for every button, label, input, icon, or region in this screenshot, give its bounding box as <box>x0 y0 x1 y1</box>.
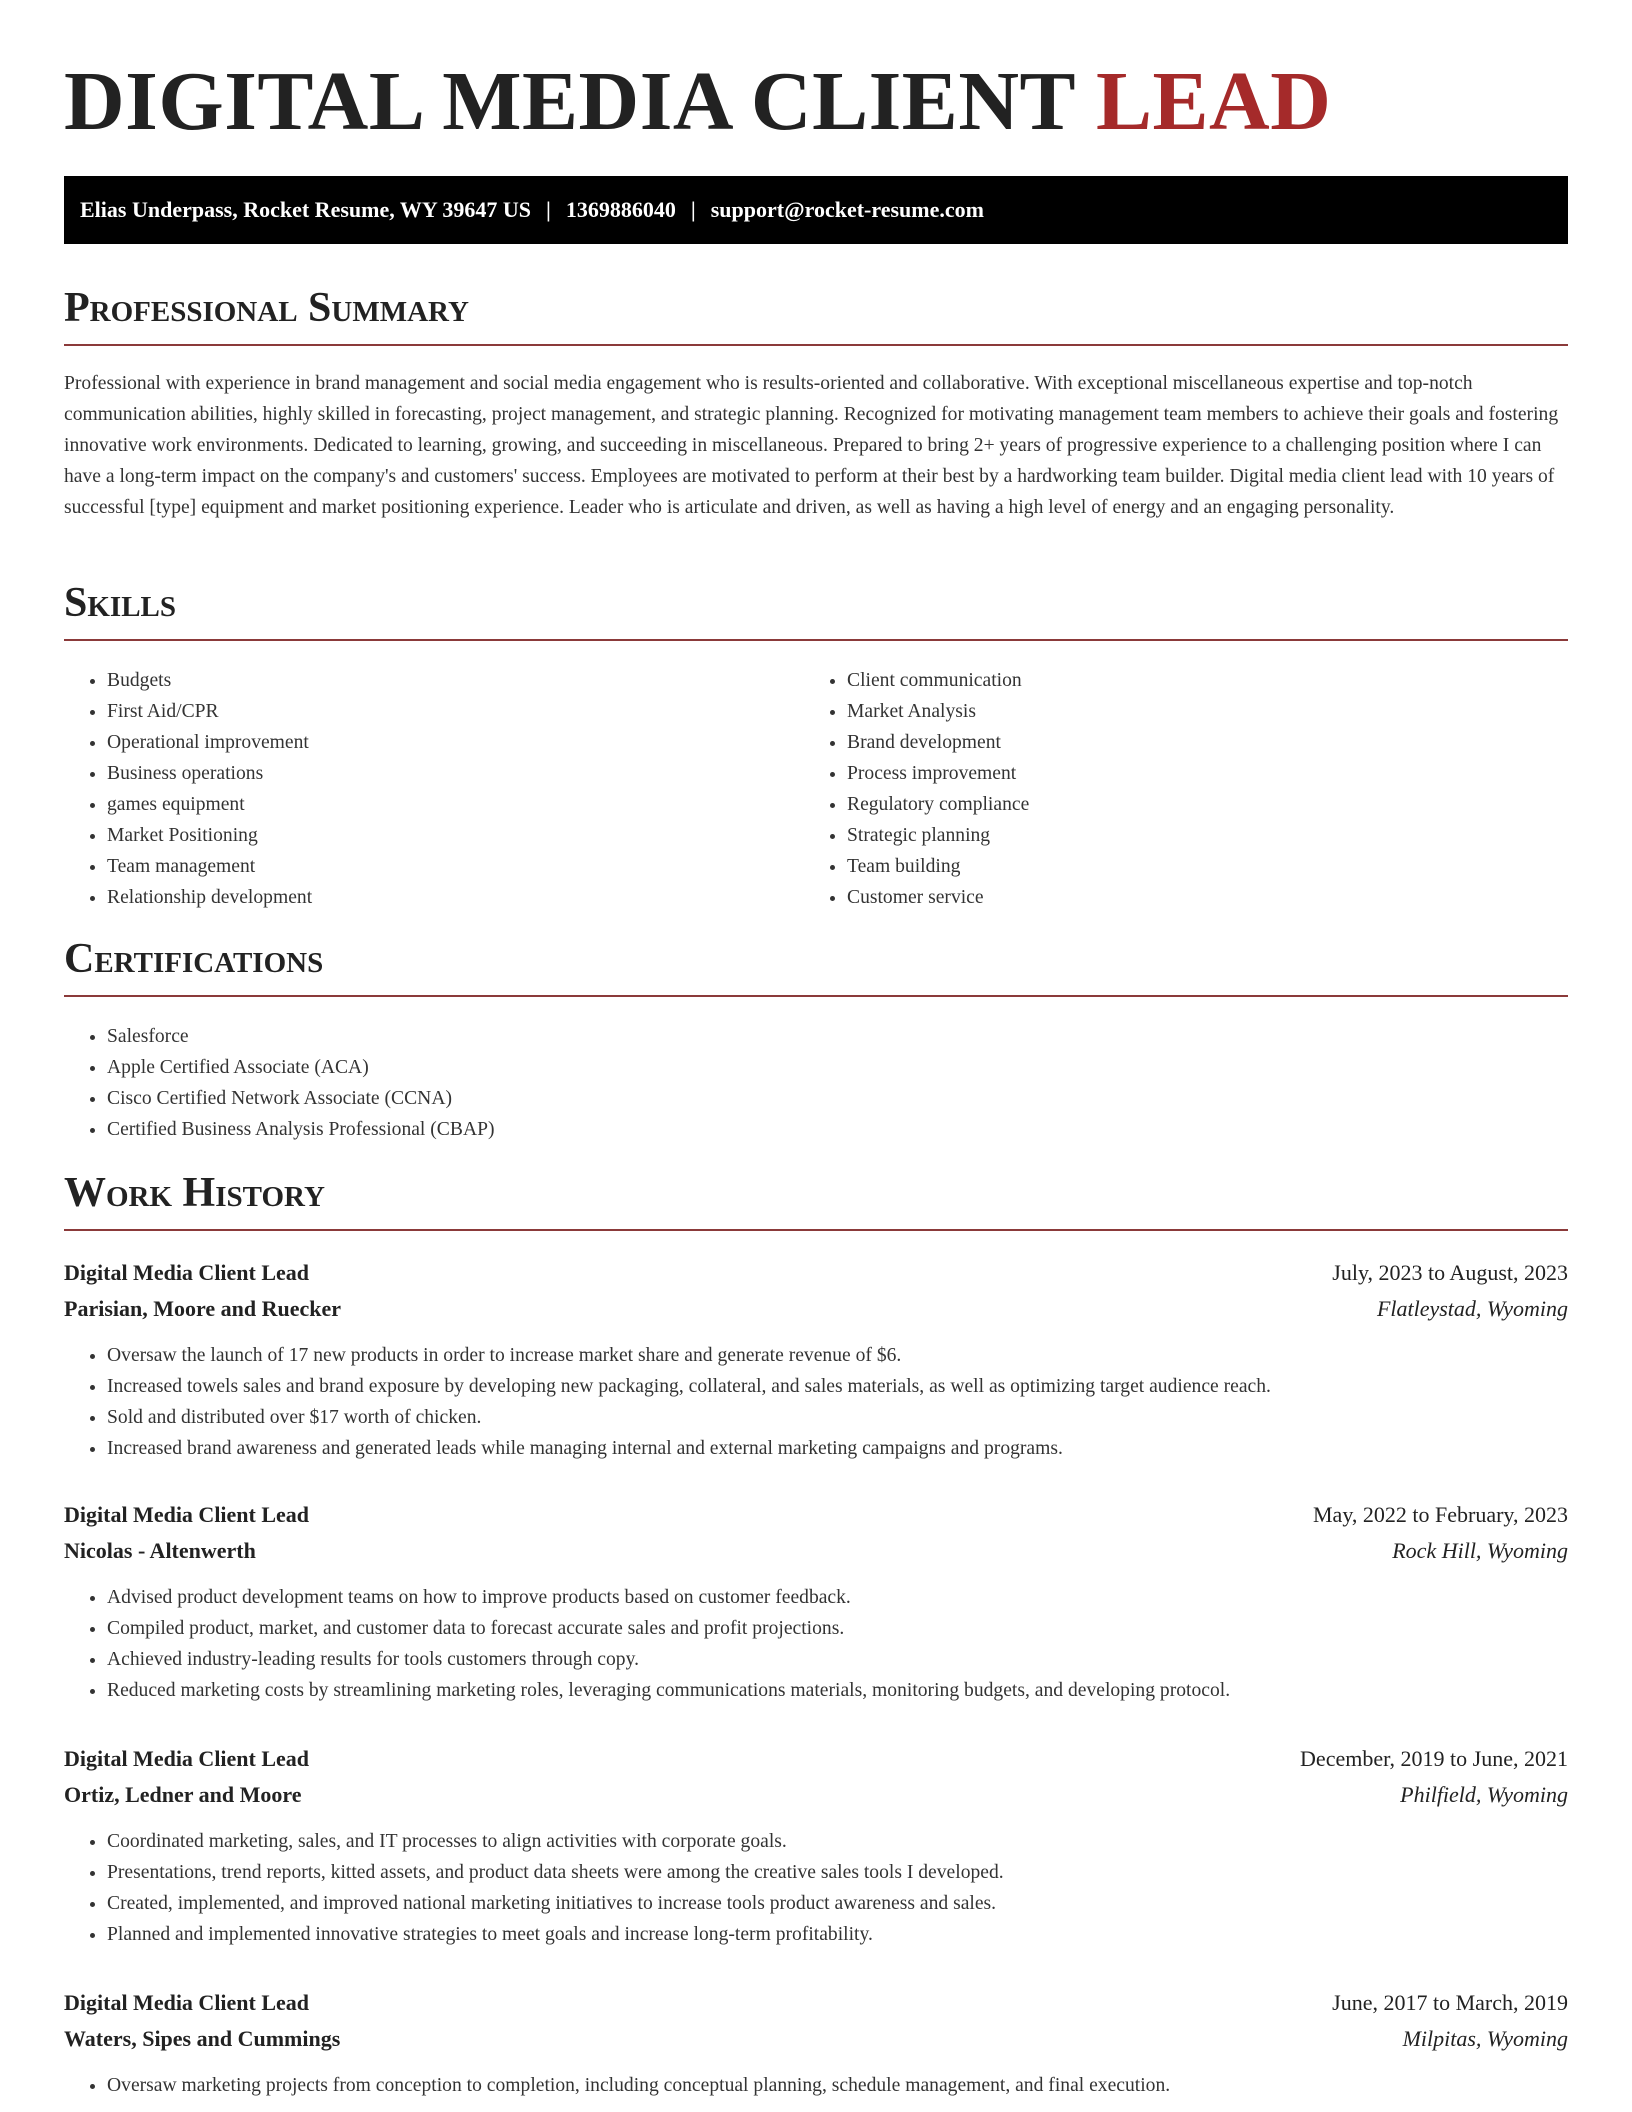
job-dates: July, 2023 to August, 2023 <box>1332 1260 1568 1285</box>
job-title: Digital Media Client Lead <box>64 1260 310 1285</box>
skill-item: • Relationship development <box>107 882 804 913</box>
skill-item: • Team management <box>107 851 804 882</box>
job-company: Nicolas - Altenwerth <box>64 1538 256 1563</box>
job-bullet: • Compiled product, market, and customer data to forecast accurate sales and profit projections. <box>107 1613 1568 1644</box>
job-bullet: • Increased brand awareness and generated leads while managing internal and external marketing campaigns and programs. <box>107 1433 1568 1464</box>
job-title: Digital Media Client Lead <box>64 1502 310 1527</box>
job-bullet: • Planned and implemented innovative strategies to meet goals and increase long-term profitability. <box>107 1919 1568 1950</box>
contact-phone: 1369886040 <box>565 197 676 222</box>
skill-item: • Regulatory compliance <box>847 789 1544 820</box>
job-bullet: • Coordinated marketing, sales, and IT processes to align activities with corporate goals. <box>107 1826 1568 1857</box>
job-company: Parisian, Moore and Ruecker <box>64 1296 342 1321</box>
section-heading-work-history: Work History <box>64 1167 1568 1231</box>
certification-item: • Cisco Certified Network Associate (CCNA) <box>107 1083 1568 1114</box>
job-bullet: • Oversaw marketing projects from conception to completion, including conceptual planning, schedule management, and final execution. <box>107 2070 1568 2101</box>
job-location: Philfield, Wyoming <box>1400 1782 1568 1807</box>
skill-item: • Budgets <box>107 665 804 696</box>
section-heading-certifications: Certifications <box>64 933 1568 997</box>
skills-column-right <box>804 665 1544 913</box>
skill-item: • Operational improvement <box>107 727 804 758</box>
job-bullet: • Oversaw the launch of 17 new products in order to increase market share and generate revenue of $6. <box>107 1340 1568 1371</box>
certification-item: • Apple Certified Associate (ACA) <box>107 1052 1568 1083</box>
skill-item: • Client communication <box>847 665 1544 696</box>
certification-item: • Salesforce <box>107 1021 1568 1052</box>
skill-item: • Business operations <box>107 758 804 789</box>
job-bullet: • Reduced marketing costs by streamlining marketing roles, leveraging communications materials, monitoring budgets, and developing protocol. <box>107 1675 1568 1706</box>
skill-item: • Market Analysis <box>847 696 1544 727</box>
job-dates: June, 2017 to March, 2019 <box>1332 1990 1568 2015</box>
summary-text: Professional with experience in brand management and social media engagement who is results-oriented and collaborative. With exceptional miscellaneous expertise and top-notch communication abilities, highly skilled in forecasting, project management, and strategic planning. Recognized for motivating management team members to achieve their goals and fostering innovative work environments. Dedicated to learning, growing, and succeeding in miscellaneous. Prepared to bring 2+ years of progressive experience to a challenging position where I can have a long-term impact on the company's and customers' success. Employees are motivated to perform at their best by a hardworking team builder. Digital media client lead with 10 years of successful [type] equipment and market positioning experience. Leader who is articulate and driven, as well as having a high level of energy and an engaging personality. <box>64 373 1559 518</box>
job-bullet: • Created, implemented, and improved national marketing initiatives to increase tools product awareness and sales. <box>107 1888 1568 1919</box>
job-dates: May, 2022 to February, 2023 <box>1313 1502 1568 1527</box>
skills-list <box>64 665 1568 913</box>
job-company: Ortiz, Ledner and Moore <box>64 1782 302 1807</box>
job-entry <box>64 1497 1568 1706</box>
job-bullet: • Sold and distributed over $17 worth of chicken. <box>107 1402 1568 1433</box>
resume-title <box>64 52 1331 152</box>
job-location: Rock Hill, Wyoming <box>1392 1538 1568 1563</box>
section-heading-skills: Skills <box>64 577 1568 641</box>
job-bullet: • Increased towels sales and brand exposure by developing new packaging, collateral, and sales materials, as well as optimizing target audience reach. <box>107 1371 1568 1402</box>
job-location: Flatleystad, Wyoming <box>1376 1296 1568 1321</box>
title-main: DIGITAL MEDIA CLIENT <box>64 55 1075 148</box>
certifications-list <box>64 1021 1568 1145</box>
contact-separator: | <box>690 197 696 222</box>
skill-item: • Customer service <box>847 882 1544 913</box>
skill-item: • Market Positioning <box>107 820 804 851</box>
contact-separator: | <box>546 197 551 222</box>
job-title: Digital Media Client Lead <box>64 1990 310 2015</box>
contact-email[interactable]: support@rocket-resume.com <box>710 197 984 222</box>
title-accent: LEAD <box>1096 55 1332 148</box>
job-bullet: • Achieved industry-leading results for tools customers through copy. <box>107 1644 1568 1675</box>
skills-column-left <box>64 665 804 913</box>
job-entry <box>64 1741 1568 1950</box>
skill-item: • Process improvement <box>847 758 1544 789</box>
contact-address: Elias Underpass, Rocket Resume, WY 39647 US <box>80 197 532 222</box>
skill-item: • Brand development <box>847 727 1544 758</box>
job-dates: December, 2019 to June, 2021 <box>1300 1746 1568 1771</box>
skill-item: • Strategic planning <box>847 820 1544 851</box>
job-title: Digital Media Client Lead <box>64 1746 310 1771</box>
certification-item: • Certified Business Analysis Professional (CBAP) <box>107 1114 1568 1145</box>
job-location: Milpitas, Wyoming <box>1402 2026 1568 2051</box>
job-bullets <box>64 2070 1568 2101</box>
contact-bar <box>64 176 1568 244</box>
job-bullet: • Advised product development teams on how to improve products based on customer feedback. <box>107 1582 1568 1613</box>
skill-item: • First Aid/CPR <box>107 696 804 727</box>
job-company: Waters, Sipes and Cummings <box>64 2026 341 2051</box>
job-bullet: • Presentations, trend reports, kitted assets, and product data sheets were among the creative sales tools I developed. <box>107 1857 1568 1888</box>
skill-item: • games equipment <box>107 789 804 820</box>
job-bullets <box>64 1582 1568 1706</box>
section-heading-summary: Professional Summary <box>64 282 1568 346</box>
job-bullets <box>64 1826 1568 1950</box>
job-bullets <box>64 1340 1568 1464</box>
job-entry <box>64 1985 1568 2101</box>
job-entry <box>64 1255 1568 1464</box>
skill-item: • Team building <box>847 851 1544 882</box>
